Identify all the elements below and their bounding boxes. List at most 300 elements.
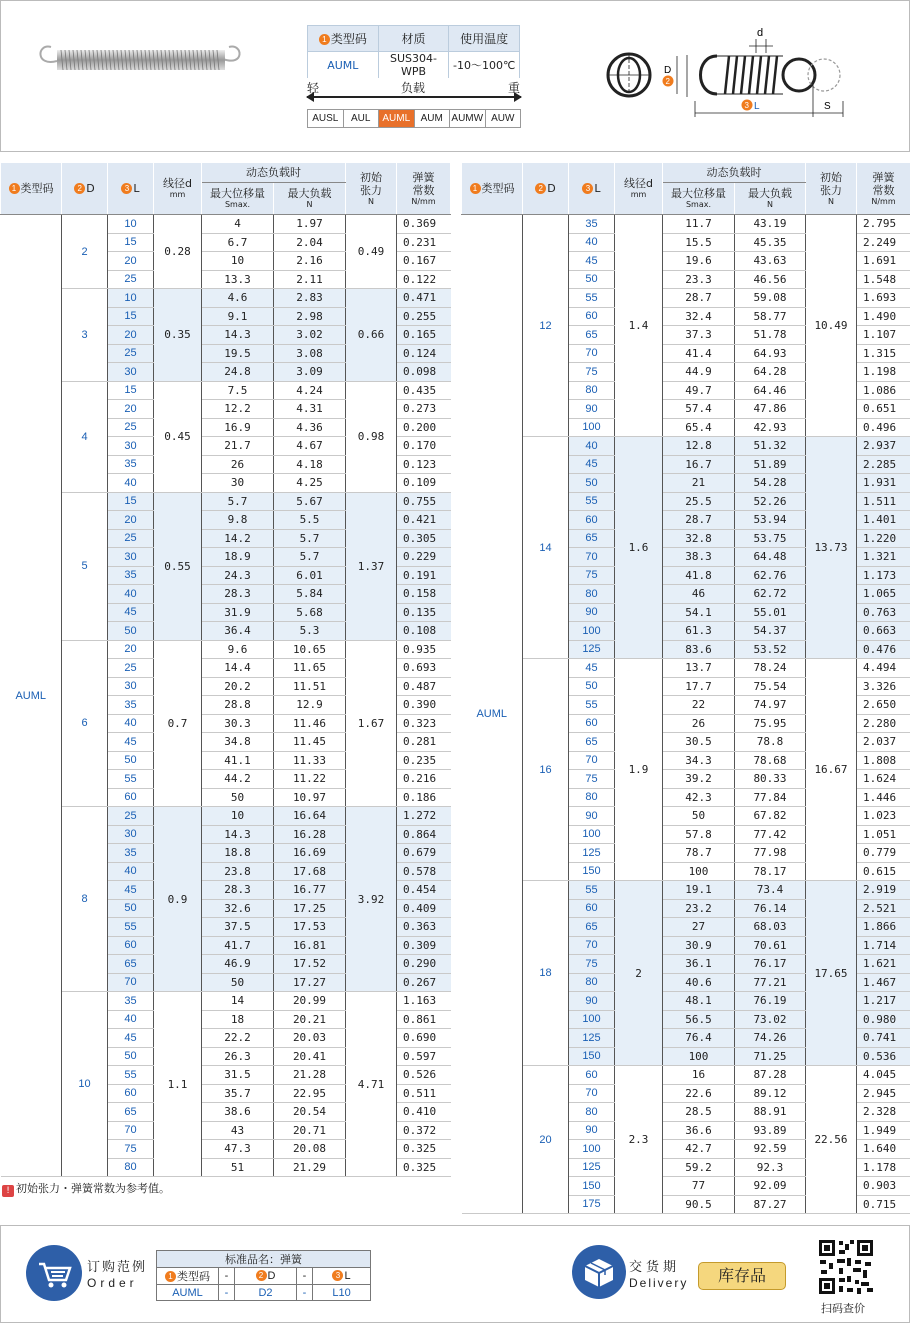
- max-load-cell: 16.77: [274, 881, 346, 900]
- length-cell: 125: [569, 640, 615, 659]
- spring-rate-cell: 0.135: [397, 603, 451, 622]
- max-load-cell: 75.54: [735, 677, 806, 696]
- max-displacement-cell: 76.4: [663, 1029, 735, 1048]
- diagram-l-badge: 3: [744, 101, 749, 110]
- max-load-cell: 51.32: [735, 437, 806, 456]
- max-displacement-cell: 18: [202, 1010, 274, 1029]
- spring-rate-cell: 0.165: [397, 326, 451, 345]
- max-displacement-cell: 28.5: [663, 1103, 735, 1122]
- max-load-cell: 42.93: [735, 418, 806, 437]
- max-load-cell: 77.21: [735, 973, 806, 992]
- max-displacement-cell: 61.3: [663, 622, 735, 641]
- max-load-cell: 78.68: [735, 751, 806, 770]
- max-displacement-cell: 32.6: [202, 899, 274, 918]
- spring-rate-cell: 0.186: [397, 788, 451, 807]
- spring-rate-cell: 0.536: [857, 1047, 910, 1066]
- max-load-cell: 77.84: [735, 788, 806, 807]
- max-displacement-cell: 78.7: [663, 844, 735, 863]
- length-cell: 35: [108, 566, 154, 585]
- length-cell: 25: [108, 659, 154, 678]
- max-displacement-cell: 21.7: [202, 437, 274, 456]
- diagram-d-label: d: [757, 27, 764, 39]
- length-cell: 80: [569, 788, 615, 807]
- header-max-displacement: 最大位移量 Smax.: [202, 183, 274, 215]
- length-cell: 80: [569, 381, 615, 400]
- reference-note: [2, 1180, 170, 1197]
- max-displacement-cell: 32.4: [663, 307, 735, 326]
- max-displacement-cell: 28.7: [663, 511, 735, 530]
- header-max-load: 最大负载 N: [735, 183, 806, 215]
- max-displacement-cell: 44.2: [202, 770, 274, 789]
- order-value-0: AUML: [157, 1285, 219, 1301]
- spring-rate-cell: 2.328: [857, 1103, 910, 1122]
- max-load-cell: 78.17: [735, 862, 806, 881]
- max-displacement-cell: 42.7: [663, 1140, 735, 1159]
- max-load-cell: 21.28: [274, 1066, 346, 1085]
- spring-rate-cell: 0.123: [397, 455, 451, 474]
- length-cell: 30: [108, 677, 154, 696]
- header-wire-diameter: 线径d mm: [615, 163, 663, 215]
- max-displacement-cell: 38.6: [202, 1103, 274, 1122]
- max-displacement-cell: 22.2: [202, 1029, 274, 1048]
- initial-tension-cell: 1.67: [346, 640, 397, 807]
- badge-3-icon: 3: [582, 183, 593, 194]
- max-displacement-cell: 26: [663, 714, 735, 733]
- max-load-cell: 89.12: [735, 1084, 806, 1103]
- load-heavy-label: 重: [508, 81, 521, 95]
- header-type-code: 1 类型码: [462, 163, 523, 215]
- series-item-ausl: AUSL: [308, 110, 344, 128]
- max-displacement-cell: 28.3: [202, 585, 274, 604]
- max-displacement-cell: 14.3: [202, 825, 274, 844]
- length-cell: 75: [569, 770, 615, 789]
- max-load-cell: 77.98: [735, 844, 806, 863]
- max-load-cell: 17.53: [274, 918, 346, 937]
- length-cell: 30: [108, 437, 154, 456]
- initial-tension-cell: 13.73: [806, 437, 857, 659]
- delivery-box-icon: [571, 1244, 627, 1300]
- length-cell: 55: [108, 770, 154, 789]
- spring-rate-cell: 0.200: [397, 418, 451, 437]
- length-cell: 60: [108, 788, 154, 807]
- length-cell: 75: [569, 955, 615, 974]
- spring-rate-cell: 1.272: [397, 807, 451, 826]
- spring-rate-cell: 1.401: [857, 511, 910, 530]
- length-cell: 25: [108, 529, 154, 548]
- length-cell: 60: [569, 714, 615, 733]
- length-cell: 65: [569, 733, 615, 752]
- length-cell: 70: [108, 1121, 154, 1140]
- length-cell: 50: [569, 270, 615, 289]
- max-displacement-cell: 77: [663, 1177, 735, 1196]
- order-header-2: 2 D: [235, 1268, 297, 1285]
- temperature-value: -10～100℃: [449, 52, 520, 79]
- max-load-cell: 80.33: [735, 770, 806, 789]
- outer-diameter-cell: 20: [523, 1066, 569, 1214]
- max-displacement-cell: 51: [202, 1158, 274, 1177]
- spring-rate-cell: 4.045: [857, 1066, 910, 1085]
- max-displacement-cell: 18.9: [202, 548, 274, 567]
- max-displacement-cell: 10: [202, 252, 274, 271]
- length-cell: 20: [108, 640, 154, 659]
- max-displacement-cell: 56.5: [663, 1010, 735, 1029]
- length-cell: 60: [569, 307, 615, 326]
- length-cell: 50: [569, 474, 615, 493]
- spring-rate-cell: 2.521: [857, 899, 910, 918]
- max-displacement-cell: 13.7: [663, 659, 735, 678]
- order-header-4: 3 L: [313, 1268, 371, 1285]
- wire-diameter-cell: 0.55: [154, 492, 202, 640]
- spring-rate-cell: 0.741: [857, 1029, 910, 1048]
- spring-rate-cell: 0.191: [397, 566, 451, 585]
- header-wire-diameter: 线径d mm: [154, 163, 202, 215]
- max-displacement-cell: 26.3: [202, 1047, 274, 1066]
- length-cell: 35: [108, 844, 154, 863]
- max-load-cell: 67.82: [735, 807, 806, 826]
- spring-rate-cell: 0.435: [397, 381, 451, 400]
- spring-rate-cell: 0.935: [397, 640, 451, 659]
- length-cell: 70: [569, 1084, 615, 1103]
- max-load-cell: 64.28: [735, 363, 806, 382]
- spring-rate-cell: 1.051: [857, 825, 910, 844]
- max-load-cell: 17.52: [274, 955, 346, 974]
- max-displacement-cell: 44.9: [663, 363, 735, 382]
- spring-rate-cell: 0.679: [397, 844, 451, 863]
- max-displacement-cell: 32.8: [663, 529, 735, 548]
- series-item-auml: AUML: [379, 110, 415, 128]
- in-stock-badge: 库存品: [698, 1262, 786, 1290]
- spring-rate-cell: 1.220: [857, 529, 910, 548]
- outer-diameter-cell: 18: [523, 881, 569, 1066]
- spring-rate-cell: 2.249: [857, 233, 910, 252]
- max-load-cell: 5.5: [274, 511, 346, 530]
- spring-rate-cell: 0.109: [397, 474, 451, 493]
- max-load-cell: 3.09: [274, 363, 346, 382]
- max-displacement-cell: 37.3: [663, 326, 735, 345]
- length-cell: 80: [569, 1103, 615, 1122]
- spring-rate-cell: 1.931: [857, 474, 910, 493]
- table-row: [1, 289, 451, 308]
- spring-rate-cell: 0.235: [397, 751, 451, 770]
- header-d: 2 D: [62, 163, 108, 215]
- max-displacement-cell: 24.8: [202, 363, 274, 382]
- max-load-cell: 20.21: [274, 1010, 346, 1029]
- series-item-aum: AUM: [414, 110, 450, 128]
- length-cell: 20: [108, 511, 154, 530]
- max-displacement-cell: 36.6: [663, 1121, 735, 1140]
- spring-rate-cell: 0.476: [857, 640, 910, 659]
- table-row: [462, 881, 910, 900]
- length-cell: 50: [108, 1047, 154, 1066]
- initial-tension-cell: 17.65: [806, 881, 857, 1066]
- max-load-cell: 22.95: [274, 1084, 346, 1103]
- max-load-cell: 43.63: [735, 252, 806, 271]
- max-displacement-cell: 100: [663, 862, 735, 881]
- spring-rate-cell: 2.937: [857, 437, 910, 456]
- qr-code-icon[interactable]: [817, 1238, 875, 1296]
- length-cell: 90: [569, 603, 615, 622]
- outer-diameter-cell: 2: [62, 215, 108, 289]
- max-load-cell: 54.28: [735, 474, 806, 493]
- spring-rate-cell: 0.098: [397, 363, 451, 382]
- max-load-cell: 11.51: [274, 677, 346, 696]
- outer-diameter-cell: 8: [62, 807, 108, 992]
- max-load-cell: 2.16: [274, 252, 346, 271]
- header-l: 3 L: [108, 163, 154, 215]
- spring-rate-cell: 0.903: [857, 1177, 910, 1196]
- spring-rate-cell: 0.690: [397, 1029, 451, 1048]
- spring-rate-cell: 0.267: [397, 973, 451, 992]
- max-displacement-cell: 5.7: [202, 492, 274, 511]
- max-displacement-cell: 100: [663, 1047, 735, 1066]
- length-cell: 100: [569, 622, 615, 641]
- max-displacement-cell: 10: [202, 807, 274, 826]
- max-load-cell: 5.67: [274, 492, 346, 511]
- max-displacement-cell: 26: [202, 455, 274, 474]
- max-displacement-cell: 39.2: [663, 770, 735, 789]
- length-cell: 125: [569, 1158, 615, 1177]
- initial-tension-cell: 4.71: [346, 992, 397, 1177]
- max-load-cell: 10.65: [274, 640, 346, 659]
- spring-rate-cell: 0.231: [397, 233, 451, 252]
- max-displacement-cell: 41.7: [202, 936, 274, 955]
- spring-rate-cell: 3.326: [857, 677, 910, 696]
- length-cell: 35: [108, 455, 154, 474]
- spring-rate-cell: 0.578: [397, 862, 451, 881]
- max-load-cell: 58.77: [735, 307, 806, 326]
- qr-caption: 扫码查价: [821, 1302, 865, 1315]
- max-displacement-cell: 46: [663, 585, 735, 604]
- length-cell: 50: [108, 899, 154, 918]
- load-arrow-icon: [307, 96, 521, 98]
- outer-diameter-cell: 14: [523, 437, 569, 659]
- table-row: [462, 1066, 910, 1085]
- spring-rate-cell: 1.467: [857, 973, 910, 992]
- header-d: 2 D: [523, 163, 569, 215]
- length-cell: 100: [569, 1010, 615, 1029]
- spring-rate-cell: 2.280: [857, 714, 910, 733]
- max-load-cell: 76.14: [735, 899, 806, 918]
- outer-diameter-cell: 10: [62, 992, 108, 1177]
- max-load-cell: 2.04: [274, 233, 346, 252]
- max-displacement-cell: 57.8: [663, 825, 735, 844]
- spring-rate-cell: 0.496: [857, 418, 910, 437]
- spring-rate-cell: 0.715: [857, 1195, 910, 1214]
- spring-rate-cell: 0.273: [397, 400, 451, 419]
- table-row: [1, 492, 451, 511]
- initial-tension-cell: 0.49: [346, 215, 397, 289]
- spring-rate-cell: 0.487: [397, 677, 451, 696]
- spring-rate-cell: 1.178: [857, 1158, 910, 1177]
- max-load-cell: 3.02: [274, 326, 346, 345]
- max-load-cell: 45.35: [735, 233, 806, 252]
- badge-2-icon: 2: [256, 1270, 267, 1281]
- max-displacement-cell: 22.6: [663, 1084, 735, 1103]
- series-item-aumw: AUMW: [450, 110, 486, 128]
- table-row: [1, 992, 451, 1011]
- max-displacement-cell: 27: [663, 918, 735, 937]
- max-load-cell: 55.01: [735, 603, 806, 622]
- max-displacement-cell: 30: [202, 474, 274, 493]
- length-cell: 40: [569, 437, 615, 456]
- wire-diameter-cell: 2.3: [615, 1066, 663, 1214]
- diagram-S-label: S: [824, 101, 831, 112]
- spring-rate-cell: 0.323: [397, 714, 451, 733]
- spring-rate-cell: 0.526: [397, 1066, 451, 1085]
- length-cell: 20: [108, 400, 154, 419]
- max-displacement-cell: 25.5: [663, 492, 735, 511]
- table-row: [462, 215, 910, 234]
- max-load-cell: 20.71: [274, 1121, 346, 1140]
- outer-diameter-cell: 3: [62, 289, 108, 382]
- note-text: 初始张力・弹簧常数为参考值。: [16, 1182, 170, 1195]
- load-label: 负载: [401, 81, 426, 95]
- max-load-cell: 77.42: [735, 825, 806, 844]
- length-cell: 125: [569, 1029, 615, 1048]
- wire-diameter-cell: 1.4: [615, 215, 663, 437]
- length-cell: 15: [108, 381, 154, 400]
- max-load-cell: 74.97: [735, 696, 806, 715]
- max-load-cell: 12.9: [274, 696, 346, 715]
- max-load-cell: 17.68: [274, 862, 346, 881]
- header-dynamic-load: 动态负载时: [202, 163, 346, 183]
- max-load-cell: 21.29: [274, 1158, 346, 1177]
- max-load-cell: 20.54: [274, 1103, 346, 1122]
- spring-rate-cell: 1.949: [857, 1121, 910, 1140]
- spring-rate-cell: 0.216: [397, 770, 451, 789]
- initial-tension-cell: 3.92: [346, 807, 397, 992]
- max-load-cell: 16.81: [274, 936, 346, 955]
- length-cell: 50: [108, 622, 154, 641]
- max-displacement-cell: 47.3: [202, 1140, 274, 1159]
- spring-rate-cell: 0.390: [397, 696, 451, 715]
- length-cell: 90: [569, 1121, 615, 1140]
- max-load-cell: 73.4: [735, 881, 806, 900]
- wire-diameter-cell: 1.6: [615, 437, 663, 659]
- spring-dimension-diagram: [599, 25, 859, 121]
- max-displacement-cell: 34.3: [663, 751, 735, 770]
- max-load-cell: 4.24: [274, 381, 346, 400]
- max-displacement-cell: 16.9: [202, 418, 274, 437]
- spring-rate-cell: 0.108: [397, 622, 451, 641]
- max-displacement-cell: 30.9: [663, 936, 735, 955]
- spring-rate-cell: 0.309: [397, 936, 451, 955]
- spring-rate-cell: 1.065: [857, 585, 910, 604]
- spring-rate-cell: 0.290: [397, 955, 451, 974]
- header-max-load: 最大负载 N: [274, 183, 346, 215]
- max-displacement-cell: 46.9: [202, 955, 274, 974]
- length-cell: 10: [108, 289, 154, 308]
- length-cell: 55: [569, 289, 615, 308]
- spring-rate-cell: 0.369: [397, 215, 451, 234]
- badge-2-icon: 2: [535, 183, 546, 194]
- length-cell: 65: [108, 1103, 154, 1122]
- spring-rate-cell: 1.217: [857, 992, 910, 1011]
- max-load-cell: 11.65: [274, 659, 346, 678]
- max-load-cell: 64.46: [735, 381, 806, 400]
- max-load-cell: 88.91: [735, 1103, 806, 1122]
- max-displacement-cell: 13.3: [202, 270, 274, 289]
- order-value-2: D2: [235, 1285, 297, 1301]
- max-displacement-cell: 28.8: [202, 696, 274, 715]
- max-displacement-cell: 15.5: [663, 233, 735, 252]
- max-displacement-cell: 9.8: [202, 511, 274, 530]
- max-load-cell: 62.72: [735, 585, 806, 604]
- max-load-cell: 20.03: [274, 1029, 346, 1048]
- max-displacement-cell: 41.8: [663, 566, 735, 585]
- initial-tension-cell: 1.37: [346, 492, 397, 640]
- max-displacement-cell: 40.6: [663, 973, 735, 992]
- length-cell: 40: [108, 474, 154, 493]
- outer-diameter-cell: 5: [62, 492, 108, 640]
- spring-rate-cell: 1.511: [857, 492, 910, 511]
- max-displacement-cell: 30.3: [202, 714, 274, 733]
- length-cell: 25: [108, 807, 154, 826]
- spring-rate-cell: 1.691: [857, 252, 910, 271]
- max-load-cell: 5.7: [274, 529, 346, 548]
- length-cell: 40: [569, 233, 615, 252]
- outer-diameter-cell: 16: [523, 659, 569, 881]
- spring-rate-cell: 2.945: [857, 1084, 910, 1103]
- max-load-cell: 62.76: [735, 566, 806, 585]
- max-displacement-cell: 19.6: [663, 252, 735, 271]
- spring-rate-cell: 1.173: [857, 566, 910, 585]
- header-l: 3 L: [569, 163, 615, 215]
- diagram-d-badge: 2: [665, 77, 670, 86]
- max-displacement-cell: 28.7: [663, 289, 735, 308]
- max-load-cell: 92.3: [735, 1158, 806, 1177]
- length-cell: 75: [569, 566, 615, 585]
- max-load-cell: 92.59: [735, 1140, 806, 1159]
- wire-diameter-cell: 0.9: [154, 807, 202, 992]
- max-displacement-cell: 21: [663, 474, 735, 493]
- header-spring-rate: 弹簧 常数 N/mm: [397, 163, 451, 215]
- max-load-cell: 5.3: [274, 622, 346, 641]
- length-cell: 60: [569, 1066, 615, 1085]
- product-overview-panel: [0, 0, 910, 152]
- max-displacement-cell: 7.5: [202, 381, 274, 400]
- length-cell: 150: [569, 1177, 615, 1196]
- type-code-header: 1 类型码: [308, 26, 379, 52]
- spring-rate-cell: 0.454: [397, 881, 451, 900]
- length-cell: 45: [108, 881, 154, 900]
- order-header-0: 1 类型码: [157, 1268, 219, 1285]
- order-delivery-panel: [0, 1225, 910, 1323]
- spring-rate-cell: 0.779: [857, 844, 910, 863]
- max-load-cell: 20.99: [274, 992, 346, 1011]
- max-load-cell: 64.48: [735, 548, 806, 567]
- max-displacement-cell: 24.3: [202, 566, 274, 585]
- max-load-cell: 64.93: [735, 344, 806, 363]
- length-cell: 150: [569, 1047, 615, 1066]
- spring-rate-cell: 0.167: [397, 252, 451, 271]
- max-load-cell: 10.97: [274, 788, 346, 807]
- length-cell: 60: [108, 936, 154, 955]
- max-load-cell: 11.33: [274, 751, 346, 770]
- max-load-cell: 3.08: [274, 344, 346, 363]
- max-load-cell: 78.8: [735, 733, 806, 752]
- spring-rate-cell: 4.494: [857, 659, 910, 678]
- max-displacement-cell: 30.5: [663, 733, 735, 752]
- spring-rate-cell: 0.281: [397, 733, 451, 752]
- badge-1-icon: 1: [165, 1271, 176, 1282]
- length-cell: 70: [569, 548, 615, 567]
- max-displacement-cell: 31.5: [202, 1066, 274, 1085]
- spring-rate-cell: 0.229: [397, 548, 451, 567]
- outer-diameter-cell: 6: [62, 640, 108, 807]
- length-cell: 45: [108, 603, 154, 622]
- max-load-cell: 20.08: [274, 1140, 346, 1159]
